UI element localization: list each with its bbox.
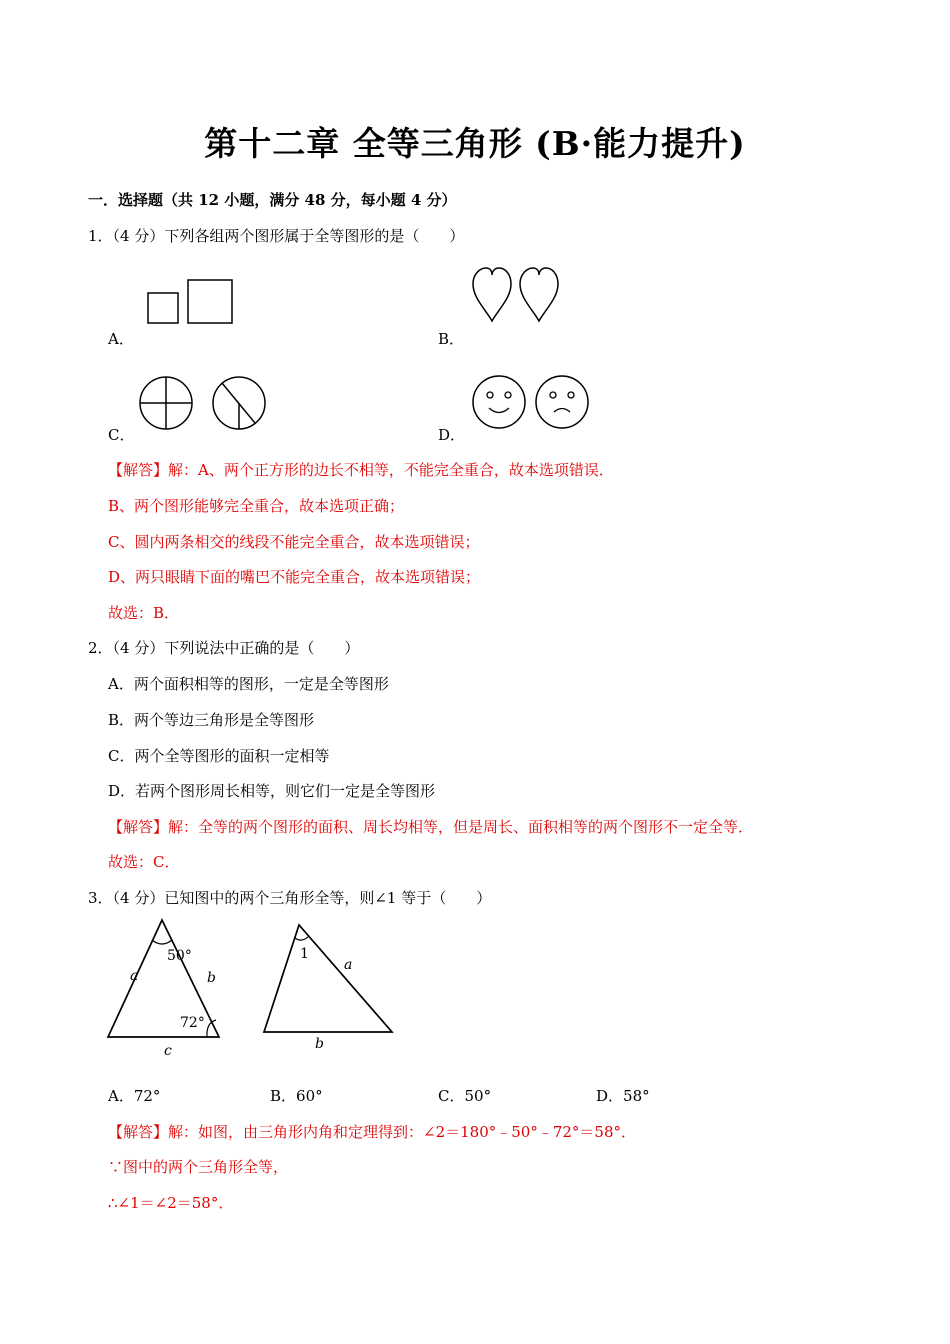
side-b-label: b <box>315 1036 324 1052</box>
q3-triangle-1 <box>100 915 230 1060</box>
side-c-label: c <box>164 1043 172 1059</box>
page-title: 第十二章 全等三角形 (B·能力提升) <box>204 124 746 163</box>
q2-stem: 2．（4 分）下列说法中正确的是（ ） <box>88 639 360 657</box>
q1-answer-line-1: 【解答】解：A、两个正方形的边长不相等，不能完全重合，故本选项错误． <box>108 461 614 479</box>
smiley-face-icon <box>473 376 525 428</box>
q2-answer-line-2: 故选：C． <box>108 853 180 871</box>
sad-face-icon <box>536 376 588 428</box>
q1-figure-b-hearts <box>468 265 568 325</box>
q1-option-d: D． <box>438 426 466 444</box>
q1-answer-line-5: 故选：B． <box>108 604 180 622</box>
angle-right-label: 72° <box>180 1015 205 1031</box>
side-a-label: a <box>344 957 353 973</box>
q1-figure-d-faces <box>470 375 600 435</box>
heart-left <box>473 268 511 321</box>
small-square <box>148 293 178 323</box>
q1-option-b: B． <box>438 330 465 348</box>
q1-answer-line-2: B、两个图形能够完全重合，故本选项正确； <box>108 497 405 515</box>
large-square <box>188 280 232 323</box>
q1-option-c: C． <box>108 426 135 444</box>
q3-answer-line-2: ∵图中的两个三角形全等， <box>108 1158 289 1176</box>
q1-answer-line-3: C、圆内两条相交的线段不能完全重合，故本选项错误； <box>108 533 480 551</box>
q1-answer-line-4: D、两只眼睛下面的嘴巴不能完全重合，故本选项错误； <box>108 568 481 586</box>
q2-option-c: C．两个全等图形的面积一定相等 <box>108 747 330 765</box>
q2-answer-line-1: 【解答】解：全等的两个图形的面积、周长均相等，但是周长、面积相等的两个图形不一定全等． <box>108 818 754 836</box>
q2-option-a: A．两个面积相等的图形，一定是全等图形 <box>108 675 389 693</box>
angle-top-label: 50° <box>167 948 192 964</box>
side-b-label: b <box>207 970 216 986</box>
q3-option-d: D．58° <box>596 1087 650 1105</box>
q3-option-b: B．60° <box>270 1087 323 1105</box>
q3-answer-line-3: ∴∠1＝∠2＝58°． <box>108 1194 234 1212</box>
angle-1-label: 1 <box>300 946 309 962</box>
q3-stem: 3．（4 分）已知图中的两个三角形全等，则∠1 等于（ ） <box>88 889 492 907</box>
q3-answer-line-1: 【解答】解：如图，由三角形内角和定理得到：∠2＝180°﹣50°﹣72°＝58°． <box>108 1123 637 1141</box>
q1-stem: 1．（4 分）下列各组两个图形属于全等图形的是（ ） <box>88 227 465 245</box>
q3-triangle-2 <box>258 920 398 1055</box>
q3-option-c: C．50° <box>438 1087 492 1105</box>
heart-right <box>520 268 558 321</box>
q1-figure-c-circles <box>138 375 268 435</box>
q3-option-a: A．72° <box>108 1087 161 1105</box>
q2-option-d: D．若两个图形周长相等，则它们一定是全等图形 <box>108 782 436 800</box>
q1-figure-a-squares <box>140 275 240 335</box>
side-a-label: a <box>130 968 139 984</box>
q1-option-a: A． <box>108 330 134 348</box>
q2-option-b: B．两个等边三角形是全等图形 <box>108 711 315 729</box>
section-heading: 一．选择题（共 12 小题，满分 48 分，每小题 4 分） <box>88 191 457 209</box>
